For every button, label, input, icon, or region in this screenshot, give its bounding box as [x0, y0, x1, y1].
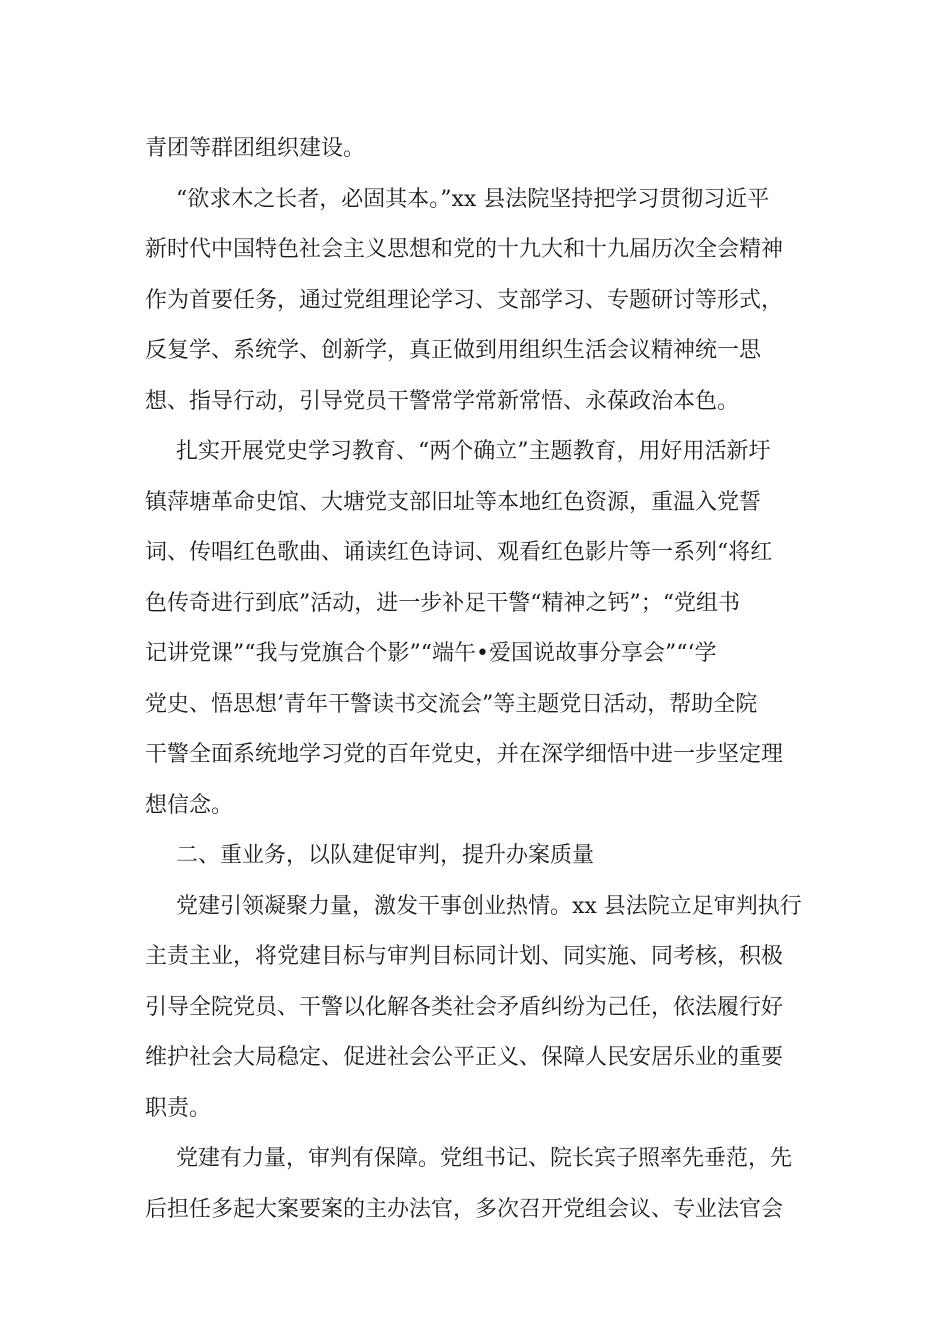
- text-line-5: 反复学、系统学、创新学，真正做到用组织生活会议精神统一思: [145, 338, 762, 363]
- text-line-20: 职责。: [145, 1096, 212, 1121]
- text-line-1: 青团等群团组织建设。: [145, 136, 366, 161]
- text-line-16: 党建引领凝聚力量，激发干事创业热情。xx 县法院立足审判执行: [176, 894, 802, 919]
- section-heading: 二、重业务，以队建促审判，提升办案质量: [176, 843, 595, 868]
- text-line-22: 后担任多起大案要案的主办法官，多次召开党组会议、专业法官会: [145, 1197, 784, 1222]
- text-line-10: 色传奇进行到底”活动，进一步补足干警“精神之钙”；“党组书: [145, 591, 740, 616]
- text-line-13: 干警全面系统地学习党的百年党史，并在深学细悟中进一步坚定理: [145, 742, 784, 767]
- text-line-6: 想、指导行动，引导党员干警常学常新常悟、永葆政治本色。: [145, 389, 740, 414]
- text-line-4: 作为首要任务，通过党组理论学习、支部学习、专题研讨等形式，: [145, 288, 784, 313]
- text-line-9: 词、传唱红色歌曲、诵读红色诗词、观看红色影片等一系列“将红: [145, 540, 773, 565]
- text-line-7: 扎实开展党史学习教育、“两个确立”主题教育，用好用活新圩: [176, 439, 771, 464]
- text-line-21: 党建有力量，审判有保障。党组书记、院长宾子照率先垂范，先: [176, 1146, 793, 1171]
- text-line-14: 想信念。: [145, 793, 234, 818]
- text-line-2: “欲求木之长者，必固其本。”xx 县法院坚持把学习贯彻习近平: [176, 187, 770, 212]
- text-line-17: 主责主业，将党建目标与审判目标同计划、同实施、同考核，积极: [145, 944, 784, 969]
- text-line-3: 新时代中国特色社会主义思想和党的十九大和十九届历次全会精神: [145, 237, 784, 262]
- text-line-11: 记讲党课”“我与党旗合个影”“端午•爱国说故事分享会”“‘学: [145, 641, 717, 666]
- text-line-18: 引导全院党员、干警以化解各类社会矛盾纠纷为己任，依法履行好: [145, 995, 784, 1020]
- text-line-8: 镇萍塘革命史馆、大塘党支部旧址等本地红色资源，重温入党誓: [145, 490, 762, 515]
- text-line-19: 维护社会大局稳定、促进社会公平正义、保障人民安居乐业的重要: [145, 1045, 784, 1070]
- text-line-12: 党史、悟思想’青年干警读书交流会”等主题党日活动，帮助全院: [145, 692, 758, 717]
